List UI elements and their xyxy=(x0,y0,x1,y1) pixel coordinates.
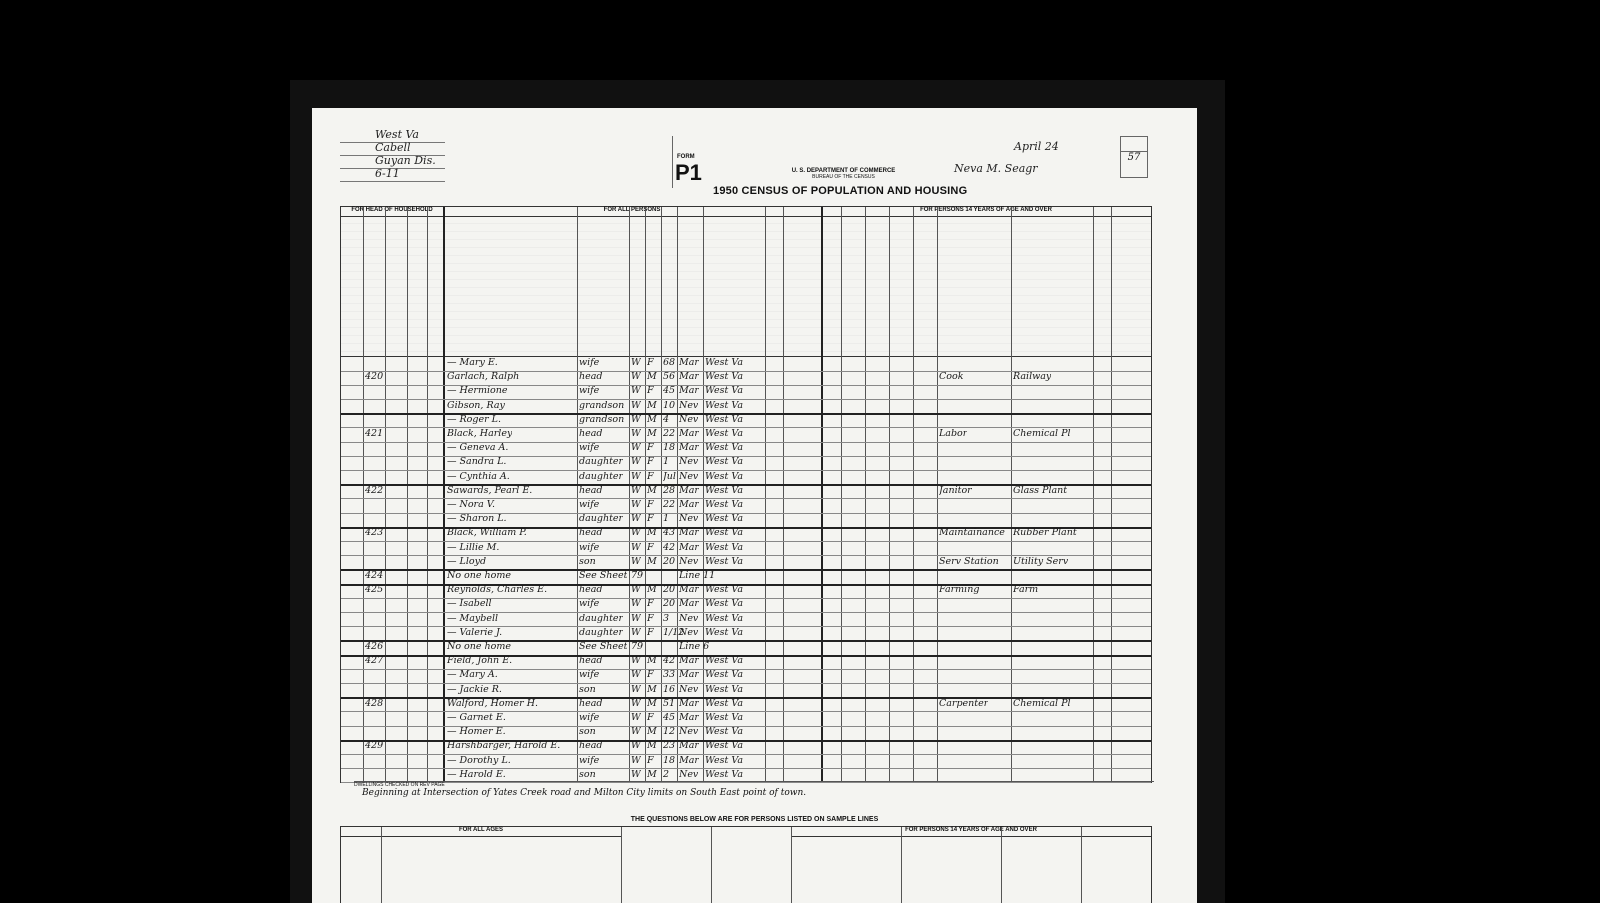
sample-all-ages: FOR ALL AGES xyxy=(341,827,621,837)
race: W xyxy=(631,413,641,425)
table-row xyxy=(341,526,1151,542)
race: W xyxy=(631,669,641,681)
race: W xyxy=(631,555,641,567)
birthplace: West Va xyxy=(705,541,743,553)
birthplace: West Va xyxy=(705,357,743,368)
person-name: Walford, Homer H. xyxy=(447,697,539,709)
footer-handwritten-note: Beginning at Intersection of Yates Creek road and Milton City limits on South East point of town. xyxy=(362,788,807,798)
marital-status: Nev xyxy=(679,768,699,780)
dwelling-number: 423 xyxy=(365,527,384,539)
table-row xyxy=(341,541,1151,557)
table-row xyxy=(341,413,1151,429)
person-name: — Roger L. xyxy=(447,413,501,425)
dwelling-number: 427 xyxy=(365,655,384,667)
race: W xyxy=(631,357,641,368)
birthplace: West Va xyxy=(705,413,743,425)
person-name: — Lloyd xyxy=(447,555,487,567)
sheet-number-box xyxy=(1120,136,1148,178)
marital-status: Mar xyxy=(679,712,699,723)
age: 18 xyxy=(663,754,676,766)
relationship: daughter xyxy=(579,626,624,638)
marital-status: Nev xyxy=(679,456,699,468)
relationship: wife xyxy=(579,669,600,681)
industry: Farm xyxy=(1013,584,1039,596)
occupation: Carpenter xyxy=(939,697,989,709)
relationship: head xyxy=(579,428,603,439)
relationship: wife xyxy=(579,541,600,553)
race: W xyxy=(631,626,641,638)
census-sheet xyxy=(312,108,1197,903)
race: W xyxy=(631,541,641,553)
person-name: Black, William P. xyxy=(447,527,527,539)
age: 1 xyxy=(663,513,670,525)
age: 51 xyxy=(663,697,676,709)
table-row xyxy=(341,441,1151,457)
industry: Chemical Pl xyxy=(1013,697,1071,709)
industry: Utility Serv xyxy=(1013,555,1069,567)
person-name: — Nora V. xyxy=(447,499,495,510)
relationship: head xyxy=(579,371,603,383)
table-row xyxy=(341,484,1151,500)
sex: F xyxy=(647,357,654,368)
sex: F xyxy=(647,712,654,723)
birthplace: West Va xyxy=(705,740,743,752)
marital-status: Mar xyxy=(679,697,699,709)
sex: M xyxy=(647,655,657,667)
race: W xyxy=(631,612,641,624)
person-name: Garlach, Ralph xyxy=(447,371,520,383)
birthplace: West Va xyxy=(705,470,743,482)
marital-status: Nev xyxy=(679,612,699,624)
table-row xyxy=(341,597,1151,613)
age: 10 xyxy=(663,399,676,411)
sex: M xyxy=(647,740,657,752)
person-name: No one home xyxy=(447,570,511,581)
age: 12 xyxy=(663,726,676,738)
marital-status: Mar xyxy=(679,357,699,368)
sample-grid xyxy=(340,826,1152,903)
sex: M xyxy=(647,371,657,383)
race: W xyxy=(631,428,641,439)
table-row xyxy=(341,697,1151,713)
race: W xyxy=(631,399,641,411)
person-name: Gibson, Ray xyxy=(447,399,505,411)
age: Jul xyxy=(663,470,676,482)
relationship: wife xyxy=(579,499,600,510)
industry: Rubber Plant xyxy=(1013,527,1077,539)
race: W xyxy=(631,513,641,525)
person-name: — Lillie M. xyxy=(447,541,500,553)
age: 4 xyxy=(663,413,670,425)
person-name: Field, John E. xyxy=(447,655,513,667)
marital-status: Mar xyxy=(679,584,699,596)
dwelling-number: 428 xyxy=(365,697,384,709)
birthplace: West Va xyxy=(705,513,743,525)
relationship: head xyxy=(579,697,603,709)
marital-status: Mar xyxy=(679,669,699,681)
birthplace: West Va xyxy=(705,697,743,709)
sex: F xyxy=(647,626,654,638)
table-row xyxy=(341,754,1151,770)
occupation: Labor xyxy=(939,428,968,439)
race: W xyxy=(631,726,641,738)
age: 28 xyxy=(663,484,676,496)
table-row xyxy=(341,612,1151,628)
table-row xyxy=(341,455,1151,471)
relationship: head xyxy=(579,484,603,496)
occupation: Cook xyxy=(939,371,964,383)
person-name: — Cynthia A. xyxy=(447,470,510,482)
person-name: — Garnet E. xyxy=(447,712,506,723)
birthplace: West Va xyxy=(705,499,743,510)
header-right xyxy=(934,136,1116,196)
sex: F xyxy=(647,513,654,525)
bureau-name: BUREAU OF THE CENSUS xyxy=(812,174,875,180)
relationship: wife xyxy=(579,598,600,610)
marital-status: Mar xyxy=(679,499,699,510)
dwelling-number: 426 xyxy=(365,641,384,652)
birthplace: West Va xyxy=(705,584,743,596)
age: 20 xyxy=(663,598,676,610)
birthplace: West Va xyxy=(705,428,743,439)
state-value: West Va xyxy=(375,128,419,141)
relationship: head xyxy=(579,655,603,667)
marital-status: Mar xyxy=(679,442,699,454)
marital-status: Nev xyxy=(679,683,699,695)
person-name: — Dorothy L. xyxy=(447,754,511,766)
table-row xyxy=(341,384,1151,400)
marital-status: Mar xyxy=(679,655,699,667)
birthplace: West Va xyxy=(705,598,743,610)
person-name: — Mary E. xyxy=(447,357,498,368)
race: W xyxy=(631,697,641,709)
marital-status: Mar xyxy=(679,484,699,496)
section-head-all-persons: FOR ALL PERSONS xyxy=(443,207,821,217)
person-name: — Harold E. xyxy=(447,768,506,780)
race: W xyxy=(631,499,641,510)
marital-status: Nev xyxy=(679,470,699,482)
age: 68 xyxy=(663,357,676,368)
birthplace: West Va xyxy=(705,626,743,638)
birthplace: West Va xyxy=(705,371,743,383)
date-value: April 24 xyxy=(1014,140,1059,153)
sheet-number: 57 xyxy=(1127,152,1141,163)
section-head-household: FOR HEAD OF HOUSEHOLD xyxy=(341,207,443,217)
relationship: wife xyxy=(579,754,600,766)
relationship: head xyxy=(579,584,603,596)
age: 22 xyxy=(663,499,676,510)
person-name: — Valerie J. xyxy=(447,626,503,638)
race: W xyxy=(631,385,641,397)
census-title: 1950 CENSUS OF POPULATION AND HOUSING xyxy=(713,185,968,197)
age: 1/12 xyxy=(663,626,685,638)
birthplace: West Va xyxy=(705,612,743,624)
sex: F xyxy=(647,669,654,681)
relationship: daughter xyxy=(579,470,624,482)
race: W xyxy=(631,768,641,780)
dwelling-number: 425 xyxy=(365,584,384,596)
relationship: daughter xyxy=(579,456,624,468)
marital-status: Mar xyxy=(679,541,699,553)
marital-status: Mar xyxy=(679,385,699,397)
age: 1 xyxy=(663,456,670,468)
birthplace: West Va xyxy=(705,527,743,539)
table-row xyxy=(341,370,1151,386)
relationship: wife xyxy=(579,712,600,723)
relationship: son xyxy=(579,683,596,695)
race: W xyxy=(631,712,641,723)
marital-status: Mar xyxy=(679,740,699,752)
marital-status: Nev xyxy=(679,413,699,425)
relationship: wife xyxy=(579,385,600,397)
age: 20 xyxy=(663,555,676,567)
age: 3 xyxy=(663,612,670,624)
marital-status: Mar xyxy=(679,371,699,383)
table-row xyxy=(341,654,1151,670)
marital-status: Nev xyxy=(679,399,699,411)
person-name: — Isabell xyxy=(447,598,492,610)
age: 2 xyxy=(663,768,670,780)
sex: F xyxy=(647,470,654,482)
header-left xyxy=(340,130,445,188)
age: 33 xyxy=(663,669,676,681)
relationship: wife xyxy=(579,442,600,454)
relationship: wife xyxy=(579,357,600,368)
table-row xyxy=(341,427,1151,443)
race: W xyxy=(631,470,641,482)
age: 20 xyxy=(663,584,676,596)
sex: F xyxy=(647,442,654,454)
birthplace: West Va xyxy=(705,442,743,454)
form-title-block xyxy=(672,136,968,197)
township-value: Guyan Dis. xyxy=(375,154,436,167)
sex: M xyxy=(647,484,657,496)
table-row xyxy=(341,356,1151,372)
department-name: U. S. DEPARTMENT OF COMMERCE xyxy=(791,168,896,174)
birthplace: West Va xyxy=(705,484,743,496)
marital-status: Mar xyxy=(679,598,699,610)
person-name: — Sandra L. xyxy=(447,456,507,468)
race: W xyxy=(631,484,641,496)
marital-status: Line 11 xyxy=(679,570,716,581)
age: 42 xyxy=(663,541,676,553)
relationship: grandson xyxy=(579,399,625,411)
footer-note xyxy=(354,781,1154,804)
race: 79 xyxy=(631,641,644,652)
sex: M xyxy=(647,683,657,695)
age: 56 xyxy=(663,371,676,383)
industry: Railway xyxy=(1013,371,1052,383)
sex: M xyxy=(647,555,657,567)
birthplace: West Va xyxy=(705,683,743,695)
marital-status: Mar xyxy=(679,428,699,439)
birthplace: West Va xyxy=(705,456,743,468)
table-row xyxy=(341,498,1151,514)
sex: F xyxy=(647,456,654,468)
age: 23 xyxy=(663,740,676,752)
person-name: Sawards, Pearl E. xyxy=(447,484,533,496)
age: 45 xyxy=(663,385,676,397)
race: W xyxy=(631,754,641,766)
occupation: Serv Station xyxy=(939,555,999,567)
marital-status: Nev xyxy=(679,626,699,638)
occupation: Maintainance xyxy=(939,527,1005,539)
dwelling-number: 421 xyxy=(365,428,384,439)
marital-status: Mar xyxy=(679,527,699,539)
birthplace: West Va xyxy=(705,712,743,723)
relationship: See Sheet xyxy=(579,641,628,652)
relationship: son xyxy=(579,555,596,567)
sex: F xyxy=(647,598,654,610)
sex: F xyxy=(647,612,654,624)
relationship: grandson xyxy=(579,413,625,425)
birthplace: West Va xyxy=(705,399,743,411)
sex: F xyxy=(647,499,654,510)
race: W xyxy=(631,527,641,539)
sex: M xyxy=(647,527,657,539)
marital-status: Mar xyxy=(679,754,699,766)
age: 42 xyxy=(663,655,676,667)
section-head-persons-14: FOR PERSONS 14 YEARS OF AGE AND OVER xyxy=(821,207,1151,217)
sex: F xyxy=(647,541,654,553)
sex: M xyxy=(647,413,657,425)
table-row xyxy=(341,583,1151,599)
marital-status: Nev xyxy=(679,726,699,738)
person-name: — Sharon L. xyxy=(447,513,507,525)
form-number: P1 xyxy=(675,160,702,185)
marital-status: Nev xyxy=(679,513,699,525)
sex: M xyxy=(647,697,657,709)
race: W xyxy=(631,371,641,383)
column-headers xyxy=(341,216,1151,357)
birthplace: West Va xyxy=(705,385,743,397)
dwelling-number: 429 xyxy=(365,740,384,752)
birthplace: West Va xyxy=(705,726,743,738)
table-row xyxy=(341,668,1151,684)
race: W xyxy=(631,442,641,454)
person-name: — Homer E. xyxy=(447,726,506,738)
industry: Chemical Pl xyxy=(1013,428,1071,439)
industry: Glass Plant xyxy=(1013,484,1068,496)
dwelling-number: 422 xyxy=(365,484,384,496)
table-row xyxy=(341,739,1151,755)
relationship: head xyxy=(579,527,603,539)
birthplace: West Va xyxy=(705,555,743,567)
race: W xyxy=(631,683,641,695)
race: W xyxy=(631,456,641,468)
dwelling-number: 420 xyxy=(365,371,384,383)
age: 45 xyxy=(663,712,676,723)
ed-value: 6-11 xyxy=(375,167,400,180)
person-name: — Geneva A. xyxy=(447,442,509,454)
sample-lines-title: THE QUESTIONS BELOW ARE FOR PERSONS LISTED ON SAMPLE LINES xyxy=(630,816,879,823)
sex: M xyxy=(647,399,657,411)
county-value: Cabell xyxy=(375,141,411,154)
age: 43 xyxy=(663,527,676,539)
footer-label: DWELLINGS CHECKED ON REV PAGE xyxy=(354,782,445,788)
sex: F xyxy=(647,385,654,397)
occupation: Farming xyxy=(939,584,980,596)
sex: F xyxy=(647,754,654,766)
sample-persons-14: FOR PERSONS 14 YEARS OF AGE AND OVER xyxy=(791,827,1151,837)
person-name: No one home xyxy=(447,641,511,652)
sex: M xyxy=(647,768,657,780)
birthplace: West Va xyxy=(705,754,743,766)
birthplace: West Va xyxy=(705,655,743,667)
relationship: son xyxy=(579,726,596,738)
table-row xyxy=(341,711,1151,727)
person-name: — Maybell xyxy=(447,612,499,624)
sex: M xyxy=(647,726,657,738)
sex: M xyxy=(647,584,657,596)
marital-status: Line 6 xyxy=(679,641,710,652)
person-name: Black, Harley xyxy=(447,428,513,439)
person-name: — Jackie R. xyxy=(447,683,502,695)
person-rows xyxy=(341,356,1151,782)
dwelling-number: 424 xyxy=(365,570,384,581)
age: 16 xyxy=(663,683,676,695)
race: 79 xyxy=(631,570,644,581)
person-name: — Hermione xyxy=(447,385,508,397)
race: W xyxy=(631,584,641,596)
occupation: Janitor xyxy=(939,484,972,496)
age: 22 xyxy=(663,428,676,439)
birthplace: West Va xyxy=(705,768,743,780)
marital-status: Nev xyxy=(679,555,699,567)
form-label: FORM xyxy=(677,154,695,160)
relationship: head xyxy=(579,740,603,752)
race: W xyxy=(631,655,641,667)
enumerator-value: Neva M. Seagr xyxy=(954,162,1038,175)
census-grid xyxy=(340,206,1152,783)
relationship: son xyxy=(579,768,596,780)
person-name: Reynolds, Charles E. xyxy=(447,584,548,596)
relationship: daughter xyxy=(579,513,624,525)
person-name: Harshbarger, Harold E. xyxy=(447,740,561,752)
race: W xyxy=(631,598,641,610)
relationship: See Sheet xyxy=(579,570,628,581)
sex: M xyxy=(647,428,657,439)
person-name: — Mary A. xyxy=(447,669,498,681)
relationship: daughter xyxy=(579,612,624,624)
age: 18 xyxy=(663,442,676,454)
birthplace: West Va xyxy=(705,669,743,681)
race: W xyxy=(631,740,641,752)
